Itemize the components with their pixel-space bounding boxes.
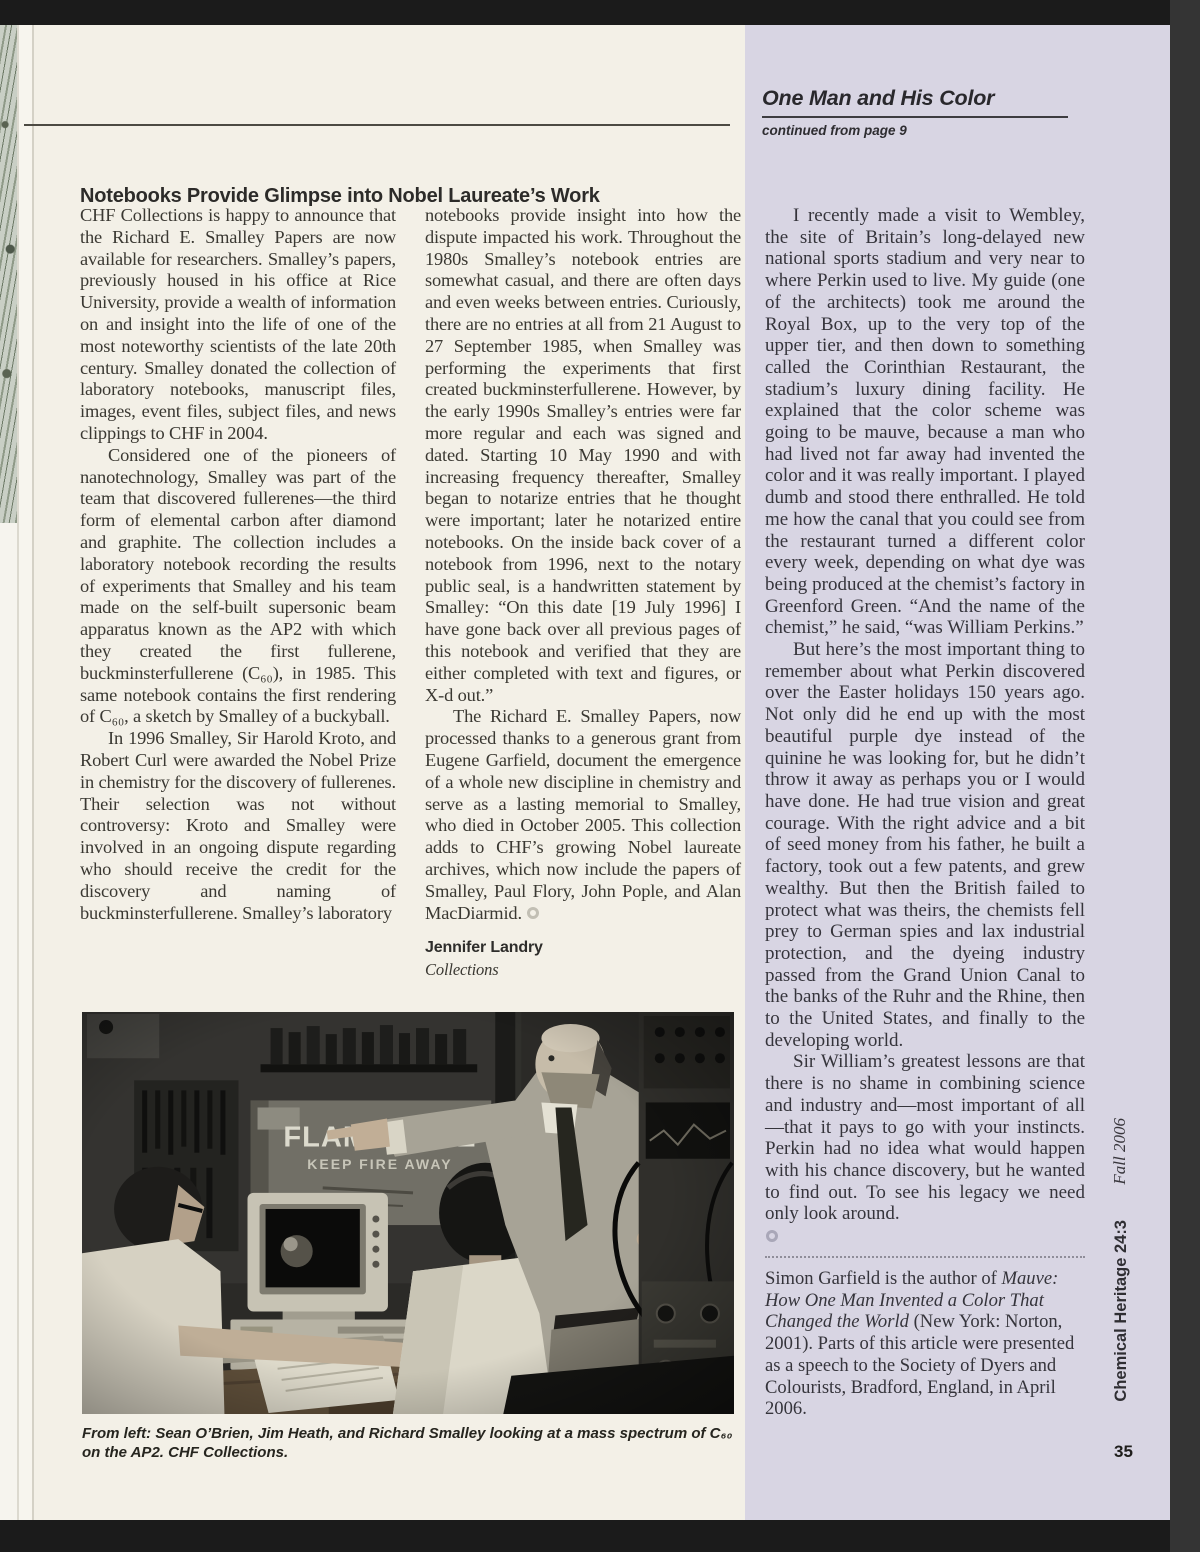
footnote-book-title: Mauve: How One Man Invented a Color That Changed the World bbox=[765, 1268, 1059, 1333]
footnote-text: (New York: Norton, 2001). Parts of this article were presented as a speech to the Society of Dyers and Colourists, Bradford, England, in April 2006. bbox=[765, 1311, 1075, 1420]
end-of-article-icon bbox=[766, 1230, 778, 1242]
footnote-text: Simon Garfield is the author of bbox=[765, 1268, 1002, 1290]
paragraph: But here’s the most important thing to remember about what Perkin discovered over the Easter holidays 150 years ago. Not only did he end up with the most beautiful purple dye instead of the quinine he was looking for, but he didn’t throw it away as perhaps you or I would have done. He had true vision and great courage. With the right advice and a bit of seed money from his father, he built a factory, took out a few patents, and grew wealthy. But then the British failed to protect what was theirs, the chemists fell prey to German spies and lax industrial protection, and the dyeing industry passed from the Grand Union Canal to the banks of the Ruhr and the Rhine, then to the United States, and finally to the developing world. bbox=[765, 639, 1085, 1051]
paragraph: I recently made a visit to Wembley, the site of Britain’s long-delayed new national sports stadium and very near to where Perkin used to live. My guide (one of the architects) took me around the Royal Box, up to the very top of the upper tier, and then down to something called the Corinthian Restaurant, the stadium’s luxury dining facility. He explained that the color scheme was going to be mauve, because a man who had lived not far away had invented the color and it was really important. I played dumb and stood there enthralled. He told me how the canal that you could see from the restaurant turned a different color every week, depending on what dye was being produced at the chemist’s factory in Greenford Green. “And the name of the chemist,” he said, “was William Perkins.” bbox=[765, 205, 1085, 639]
sidebar-title-rule bbox=[762, 116, 1068, 118]
lab-photo-illustration bbox=[82, 1012, 734, 1414]
paragraph: In 1996 Smalley, Sir Harold Kroto, and Robert Curl were awarded the Nobel Prize in chemistry for the discovery of fullerenes. Their selection was not without controversy: Kroto and Smalley were involved in an ongoing dispute regarding who should receive the credit for the discovery and naming of buckminsterfullerene. Smalley’s laboratory bbox=[80, 728, 396, 923]
sidebar-body bbox=[765, 205, 1085, 1420]
paragraph: notebooks provide insight into how the dispute impacted his work. Throughout the 1980s Smalley’s notebook entries are somewhat casual, and there are often days and even weeks between entries. Curiously, there are no entries at all from 21 August to 27 September 1985, when Smalley was performing the experiments that first created buckminsterfullerene. However, by the early 1990s Smalley’s entries were far more regular and each was signed and dated. Starting 10 May 1990 and with increasing frequency thereafter, Smalley began to notarize entries that he thought were important; later he notarized entire notebooks. On the inside back cover of a notebook from 1996, next to the notary public seal, is a handwritten statement by Smalley: “On this date [19 July 1996] I have gone back over all previous pages of this notebook and verified that they are either completed with text and figures, or X-d out.” bbox=[425, 205, 741, 705]
byline-role: Collections bbox=[425, 960, 499, 980]
sidebar-title: One Man and His Color bbox=[762, 86, 995, 110]
adjacent-page-artwork-sliver bbox=[0, 25, 17, 523]
photo-caption: From left: Sean O’Brien, Jim Heath, and Richard Smalley looking at a mass spectrum of C₆₀ on the AP2. CHF Collections. bbox=[82, 1425, 733, 1461]
page-number: 35 bbox=[1114, 1442, 1133, 1461]
footnote-divider bbox=[765, 1256, 1085, 1258]
scan-matte bbox=[1170, 0, 1200, 1552]
article-column-2 bbox=[425, 205, 741, 981]
paragraph-text: The Richard E. Smalley Papers, now processed thanks to a generous grant from Eugene Garfield, document the emergence of a whole new discipline in chemistry and serve as a lasting memorial to Smalley, who died in October 2005. This collection adds to CHF’s growing Nobel laureate archives, which now include the papers of Smalley, Paul Flory, John Pople, and Alan MacDiarmid. bbox=[425, 706, 741, 923]
photo-vignette bbox=[82, 1012, 734, 1414]
paragraph bbox=[425, 706, 741, 924]
paragraph: Sir William’s greatest lessons are that there is no shame in combining science and industry and—most important of all—that it pays to go with your instincts. Perkin had no idea what would happen with his chance discovery, but he wanted to find out. To see his legacy we need only look around. bbox=[765, 1051, 1085, 1225]
end-of-article-icon bbox=[527, 907, 539, 919]
paragraph: Considered one of the pioneers of nanotechnology, Smalley was part of the team that discovered fullerenes—the third form of elemental carbon after diamond and graphite. The collection includes a laboratory notebook recording the results of experiments that Smalley and his team made on the self-built supersonic beam apparatus known as the AP2 with which they created the first fullerene, buckminsterfullerene (C₆₀), in 1985. This same notebook contains the first rendering of C₆₀, a sketch by Smalley of a buckyball. bbox=[80, 444, 396, 727]
spine-season: Fall 2006 bbox=[1110, 1118, 1129, 1185]
header-rule bbox=[24, 124, 730, 126]
byline bbox=[425, 937, 741, 981]
article-title: Notebooks Provide Glimpse into Nobel Laureate’s Work bbox=[80, 185, 600, 208]
spine-issue: Chemical Heritage 24:3 bbox=[1112, 1220, 1130, 1402]
lab-photograph bbox=[82, 1012, 734, 1414]
byline-name: Jennifer Landry bbox=[425, 939, 543, 957]
article-column-1 bbox=[80, 205, 396, 924]
paragraph: CHF Collections is happy to announce that the Richard E. Smalley Papers are now available for researchers. Smalley’s papers, previously housed in his office at Rice University, provide a wealth of information on and insight into the life of one of the most noteworthy scientists of the late 20th century. Smalley donated the collection of laboratory notebooks, manuscript files, images, event files, subject files, and news clippings to CHF in 2004. bbox=[80, 205, 396, 443]
footnote bbox=[765, 1268, 1085, 1420]
sidebar-continued-note: continued from page 9 bbox=[762, 123, 907, 138]
